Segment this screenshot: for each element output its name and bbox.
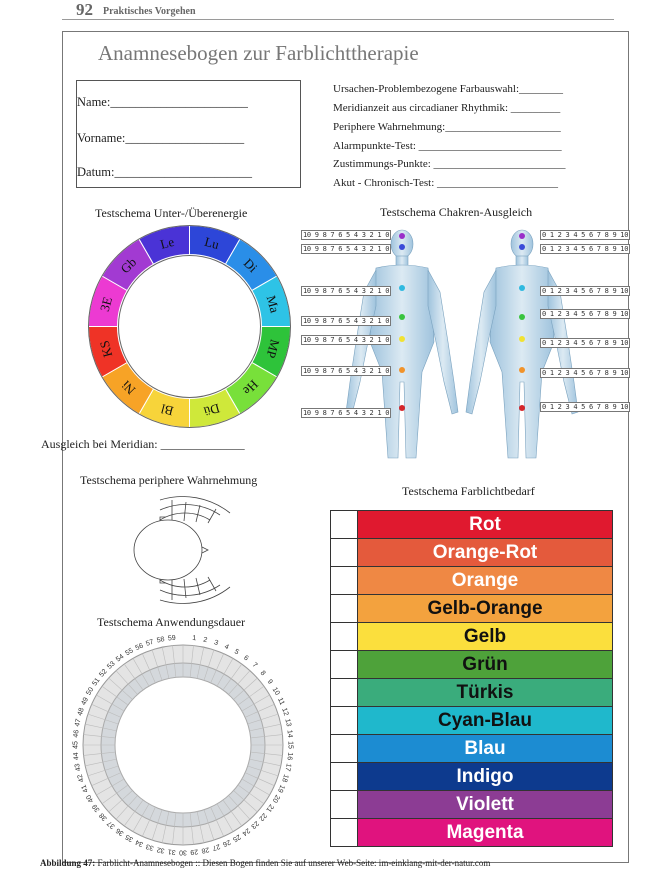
chakra-scale-left[interactable]: 10 9 8 7 6 5 4 3 2 1 0	[303, 317, 390, 325]
dial-minute-label: 55	[124, 647, 135, 658]
dial-minute-label: 15	[286, 741, 294, 749]
name-field[interactable]: Name:______________________	[77, 95, 248, 109]
chakra-dot	[519, 336, 525, 342]
question-line[interactable]: Meridianzeit aus circadianer Rhythmik: _________	[333, 102, 561, 114]
meridian-segment-label: Gb	[117, 254, 140, 277]
dial-minute-label: 35	[124, 832, 135, 843]
farb-row	[331, 791, 613, 819]
farb-checkbox[interactable]	[331, 707, 358, 735]
chakra-dot	[399, 233, 405, 239]
head-top-view-icon	[134, 520, 202, 580]
form-title: Anamnesebogen zur Farblichttherapie	[98, 41, 419, 65]
chakra-dot	[399, 367, 405, 373]
dial-minute-label: 27	[211, 842, 221, 852]
dial-minute-label: 21	[264, 802, 275, 814]
chakra-dot	[519, 405, 525, 411]
chakra-dot	[399, 244, 405, 250]
chakra-dot	[519, 314, 525, 320]
farb-row	[331, 651, 613, 679]
dial-minute-label: 53	[106, 660, 117, 671]
dial-minute-label: 8	[258, 669, 267, 678]
farb-color-label: Grün	[358, 651, 613, 679]
dial-minute-label: 47	[74, 718, 83, 728]
meridian-segment-label: MP	[263, 337, 283, 360]
chakra-scale-left[interactable]: 10 9 8 7 6 5 4 3 2 1 0	[303, 409, 390, 417]
peripheral-head-diagram	[100, 495, 260, 620]
dial-minute-label: 23	[249, 819, 260, 830]
dial-minute-label: 12	[280, 707, 290, 717]
dial-minute-label: 49	[80, 696, 91, 707]
dial-minute-label: 30	[179, 848, 187, 856]
farb-color-label: Cyan-Blau	[358, 707, 613, 735]
dial-minute-label: 57	[145, 638, 155, 648]
dial-minute-label: 44	[72, 751, 81, 761]
question-line[interactable]: Alarmpunkte-Test: __________________________	[333, 140, 562, 152]
dial-minute-label: 39	[91, 802, 102, 814]
meridian-segment-label: Ni	[118, 377, 139, 398]
dial-minute-label: 19	[275, 783, 286, 794]
dial-minute-label: 13	[283, 718, 292, 728]
farb-color-label: Indigo	[358, 763, 613, 791]
dial-minute-label: 18	[280, 773, 290, 783]
chakra-scale-right[interactable]: 0 1 2 3 4 5 6 7 8 9 10	[542, 231, 629, 239]
dial-center	[115, 677, 251, 813]
meridian-segment-label: Ma	[263, 293, 283, 315]
page-number: 92	[76, 0, 93, 19]
chakra-scale-left[interactable]: 10 9 8 7 6 5 4 3 2 1 0	[303, 231, 390, 239]
chakra-dot	[519, 233, 525, 239]
meridian-balance-field[interactable]: Ausgleich bei Meridian: ______________	[41, 437, 245, 451]
meridian-segment-label: KS	[96, 338, 116, 359]
chakra-scale-left[interactable]: 10 9 8 7 6 5 4 3 2 1 0	[303, 245, 390, 253]
meridian-segment-label: Di	[240, 255, 261, 276]
farb-checkbox[interactable]	[331, 763, 358, 791]
farb-row	[331, 679, 613, 707]
chakra-dot	[519, 244, 525, 250]
dial-minute-label: 58	[156, 636, 166, 645]
farb-color-label: Orange-Rot	[358, 539, 613, 567]
chakra-dot	[399, 314, 405, 320]
dial-minute-label: 20	[270, 793, 281, 804]
datum-field[interactable]: Datum:______________________	[77, 165, 252, 179]
meridian-segment-label: Bl	[159, 401, 175, 419]
chakra-dot	[519, 285, 525, 291]
dial-minute-label: 31	[167, 847, 177, 856]
dial-minute-label: 46	[72, 729, 81, 739]
chakra-scale-right[interactable]: 0 1 2 3 4 5 6 7 8 9 10	[542, 369, 629, 377]
farb-section-title: Testschema Farblichtbedarf	[402, 484, 535, 498]
meridian-segment-label: Dü	[202, 400, 222, 420]
farb-color-label: Türkis	[358, 679, 613, 707]
chakra-scale-right[interactable]: 0 1 2 3 4 5 6 7 8 9 10	[542, 287, 629, 295]
chakra-scale-right[interactable]: 0 1 2 3 4 5 6 7 8 9 10	[542, 310, 629, 318]
question-line[interactable]: Ursachen-Problembezogene Farbauswahl:________	[333, 83, 564, 95]
dial-minute-label: 11	[276, 696, 286, 707]
farb-row	[331, 623, 613, 651]
dial-minute-label: 54	[114, 653, 126, 664]
duration-section-title: Testschema Anwendungsdauer	[97, 615, 246, 629]
dial-minute-label: 16	[285, 751, 294, 761]
farb-row	[331, 539, 613, 567]
farb-row	[331, 707, 613, 735]
question-line[interactable]: Periphere Wahrnehmung:_____________________	[333, 121, 561, 133]
dial-minute-label: 3	[213, 639, 220, 648]
dial-minute-label: 4	[223, 643, 230, 652]
farb-color-label: Rot	[358, 511, 613, 539]
dial-minute-label: 14	[285, 729, 294, 739]
chakra-dot	[399, 405, 405, 411]
dial-minute-label: 50	[85, 686, 96, 697]
meridian-segment-label: Lu	[202, 233, 221, 253]
farb-color-label: Blau	[358, 735, 613, 763]
farb-color-label: Gelb	[358, 623, 613, 651]
caption-text: Farblicht-Anamnesebogen :: Diesen Bogen finden Sie auf unserer Web-Seite: im-einklang-mit-der-natur.com	[95, 858, 491, 868]
dial-minute-label: 48	[76, 707, 86, 717]
vorname-field[interactable]: Vorname:___________________	[77, 131, 245, 145]
dial-minute-label: 22	[257, 811, 268, 822]
dial-minute-label: 34	[134, 837, 145, 848]
farb-checkbox[interactable]	[331, 511, 358, 539]
caption-label: Abbildung 47:	[40, 858, 96, 868]
meridian-segment-label: 3E	[96, 295, 116, 314]
meridian-segment-label: He	[239, 376, 262, 399]
dial-minute-label: 52	[98, 668, 109, 679]
farb-row	[331, 763, 613, 791]
farb-row	[331, 819, 613, 847]
section-name: Praktisches Vorgehen	[103, 6, 196, 17]
meridian-section-title: Testschema Unter-/Überenergie	[95, 206, 248, 220]
dial-minute-label: 42	[76, 773, 86, 783]
dial-minute-label: 56	[134, 642, 145, 653]
dial-minute-label: 10	[270, 686, 281, 697]
farb-color-label: Gelb-Orange	[358, 595, 613, 623]
farb-row	[331, 595, 613, 623]
meridian-wheel	[87, 224, 292, 429]
duration-dial	[68, 630, 298, 860]
farb-checkbox[interactable]	[331, 623, 358, 651]
farb-row	[331, 511, 613, 539]
dial-minute-label: 29	[189, 847, 199, 856]
dial-minute-label: 25	[231, 832, 242, 843]
farb-checkbox[interactable]	[331, 651, 358, 679]
chakra-dot	[519, 367, 525, 373]
question-line[interactable]: Zustimmungs-Punkte: ________________________	[333, 158, 566, 170]
meridian-segment-label: Le	[158, 233, 176, 252]
dial-minute-label: 51	[91, 676, 102, 688]
dial-minute-label: 36	[114, 826, 126, 837]
chakra-scale-right[interactable]: 0 1 2 3 4 5 6 7 8 9 10	[542, 339, 629, 347]
figure-caption	[40, 858, 490, 868]
dial-minute-label: 45	[72, 741, 80, 749]
farb-color-label: Violett	[358, 791, 613, 819]
meridian-center	[119, 256, 261, 398]
farb-checkbox[interactable]	[331, 791, 358, 819]
farb-checkbox[interactable]	[331, 567, 358, 595]
dial-minute-label: 37	[106, 819, 117, 830]
identity-box	[76, 80, 301, 188]
farb-checkbox[interactable]	[331, 595, 358, 623]
farb-checkbox[interactable]	[331, 679, 358, 707]
chakra-scale-right[interactable]: 0 1 2 3 4 5 6 7 8 9 10	[542, 245, 629, 253]
farb-color-label: Magenta	[358, 819, 613, 847]
dial-minute-label: 2	[202, 636, 208, 645]
chakra-dot	[399, 285, 405, 291]
peripheral-section-title: Testschema periphere Wahrnehmung	[80, 473, 258, 487]
dial-minute-label: 6	[242, 654, 250, 663]
chakra-scale-left[interactable]: 10 9 8 7 6 5 4 3 2 1 0	[303, 367, 390, 375]
chakra-scale-right[interactable]: 0 1 2 3 4 5 6 7 8 9 10	[542, 403, 629, 411]
dial-minute-label: 1	[191, 634, 197, 643]
farb-table	[330, 510, 613, 847]
dial-minute-label: 41	[80, 783, 91, 794]
dial-minute-label: 7	[250, 661, 259, 670]
dial-minute-label: 17	[283, 762, 292, 772]
farb-checkbox[interactable]	[331, 539, 358, 567]
dial-minute-label: 43	[74, 762, 83, 772]
dial-minute-label: 38	[98, 811, 109, 822]
farb-row	[331, 567, 613, 595]
dial-minute-label: 28	[200, 845, 210, 854]
dial-minute-label: 32	[156, 845, 166, 854]
dial-minute-label: 40	[85, 793, 96, 804]
dial-minute-label: 9	[265, 678, 274, 686]
chakra-scale-left[interactable]: 10 9 8 7 6 5 4 3 2 1 0	[303, 336, 390, 344]
header-divider	[62, 19, 614, 20]
dial-minute-label: 26	[221, 837, 232, 848]
farb-row	[331, 735, 613, 763]
dial-minute-label: 24	[240, 826, 252, 837]
chakra-scale-left[interactable]: 10 9 8 7 6 5 4 3 2 1 0	[303, 287, 390, 295]
chakra-dot	[399, 336, 405, 342]
dial-minute-label: 33	[145, 842, 155, 852]
farb-checkbox[interactable]	[331, 819, 358, 847]
question-line[interactable]: Akut - Chronisch-Test: ______________________	[333, 177, 559, 189]
farb-color-label: Orange	[358, 567, 613, 595]
dial-minute-label: 59	[167, 634, 177, 643]
chakra-section-title: Testschema Chakren-Ausgleich	[380, 205, 533, 219]
farb-checkbox[interactable]	[331, 735, 358, 763]
dial-minute-label: 5	[233, 648, 240, 657]
